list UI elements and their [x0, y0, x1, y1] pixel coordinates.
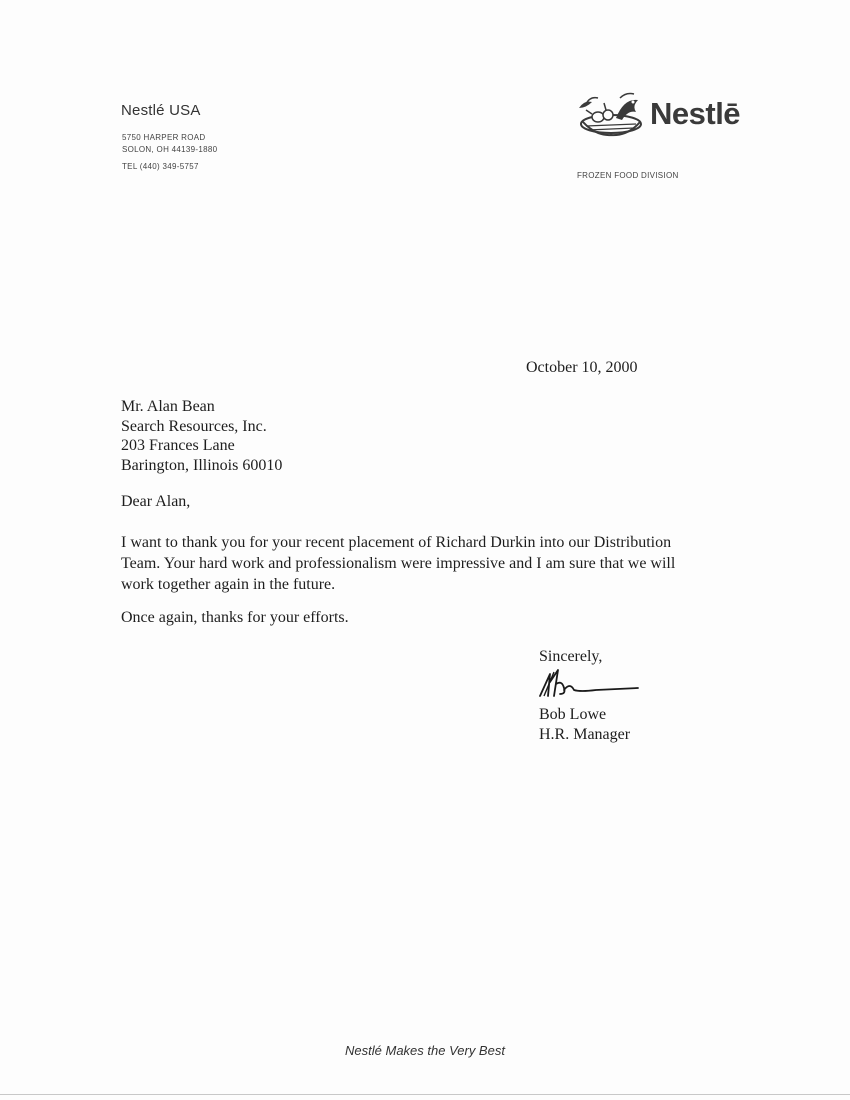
paragraph-line: I want to thank you for your recent placement of Richard Durkin into our Distribution: [121, 534, 672, 551]
address-city: SOLON, OH 44139-1880: [122, 145, 218, 154]
recipient-city: Barington, Illinois 60010: [121, 456, 283, 474]
letter-date: October 10, 2000: [526, 359, 638, 376]
company-name: Nestlé USA: [121, 102, 201, 119]
nest-birds-icon: [576, 90, 648, 140]
salutation: Dear Alan,: [121, 493, 191, 510]
recipient-name: Mr. Alan Bean: [121, 398, 215, 415]
closing: Sincerely,: [539, 648, 603, 665]
address-phone: TEL (440) 349-5757: [122, 162, 199, 171]
recipient-company: Search Resources, Inc.: [121, 417, 267, 435]
address-street: 5750 HARPER ROAD: [122, 133, 206, 142]
body-paragraph-2: Once again, thanks for your efforts.: [121, 609, 349, 626]
recipient-address: [121, 397, 282, 475]
page-edge-divider: [0, 1094, 850, 1095]
paragraph-line: work together again in the future.: [121, 576, 336, 593]
signer-name: Bob Lowe: [539, 706, 607, 723]
division-name: FROZEN FOOD DIVISION: [577, 171, 679, 180]
signature-image: [536, 666, 646, 707]
body-paragraph-1: [121, 533, 741, 596]
paragraph-line: Team. Your hard work and professionalism were impressive and I am sure that we will: [121, 555, 676, 572]
recipient-street: 203 Frances Lane: [121, 437, 235, 454]
signer-title: H.R. Manager: [539, 726, 631, 743]
footer-tagline: Nestlé Makes the Very Best: [345, 1043, 505, 1058]
nestle-wordmark: Nestlē: [650, 96, 741, 131]
